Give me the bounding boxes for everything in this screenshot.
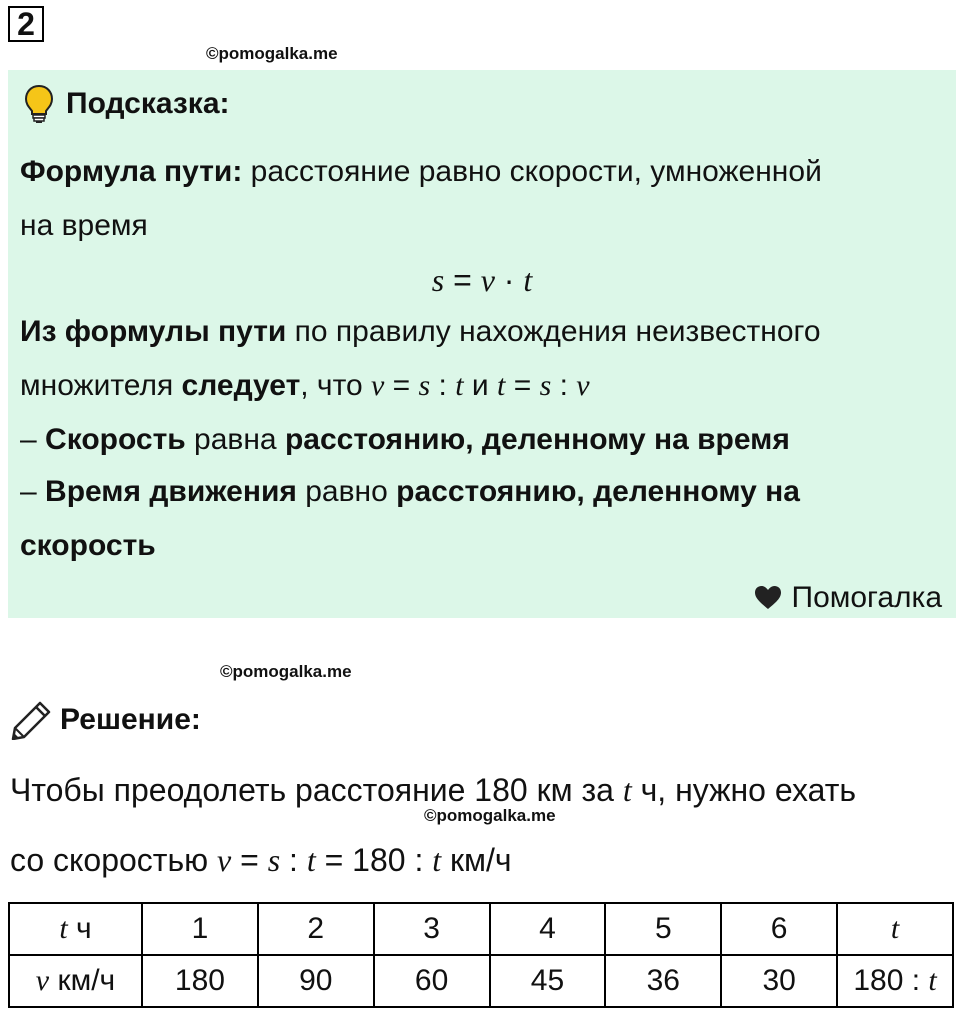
brand <box>754 578 943 618</box>
solution-text: = 180 : <box>315 842 433 878</box>
table-cell <box>837 903 953 955</box>
hint-bold: Скорость <box>45 423 186 456</box>
var-t: t <box>890 912 900 945</box>
solution-line-2 <box>10 840 512 880</box>
watermark: ©pomogalka.me <box>220 662 352 681</box>
var-t: t <box>928 964 937 997</box>
hint-line-7 <box>20 526 156 566</box>
hint-bold: расстоянию, деленному на <box>396 475 800 508</box>
table-cell: 90 <box>258 955 374 1007</box>
var-s: s <box>267 842 281 878</box>
table-cell: 3 <box>374 903 490 955</box>
formula-label: Формула пути: <box>20 155 243 188</box>
hint-line-4 <box>20 366 590 406</box>
table-cell: 36 <box>605 955 721 1007</box>
hint-title: Подсказка: <box>66 87 230 120</box>
hint-bold: следует <box>181 369 301 402</box>
hint-line-2 <box>20 206 148 246</box>
table-cell: 180 <box>142 955 258 1007</box>
hint-text: , что <box>300 369 371 402</box>
hint-line-1 <box>20 152 822 192</box>
hint-text: и <box>463 369 498 402</box>
row-header-time <box>9 903 142 955</box>
solution-text: со скоростью <box>10 842 218 878</box>
op: = <box>231 842 268 878</box>
dash: – <box>20 423 46 456</box>
hint-text: на время <box>20 209 148 242</box>
var-t: t <box>523 262 533 298</box>
var-s: s <box>539 369 552 402</box>
unit-label: ч <box>67 912 92 945</box>
hint-line-3 <box>20 312 821 352</box>
hint-text: расстояние равно скорости, умноженной <box>242 155 822 188</box>
hint-text: по правилу нахождения неизвестного <box>286 315 821 348</box>
op: · <box>494 262 524 298</box>
var-t: t <box>497 369 506 402</box>
table-cell: 6 <box>721 903 837 955</box>
var-s: s <box>418 369 431 402</box>
solution-line-1 <box>10 770 856 810</box>
unit-label: км/ч <box>49 964 116 997</box>
var-t: t <box>306 842 316 878</box>
dash: – <box>20 475 46 508</box>
hint-bold: скорость <box>20 529 156 562</box>
var-s: s <box>431 262 445 298</box>
op: : <box>551 369 577 402</box>
solution-text: км/ч <box>441 842 512 878</box>
solution-header <box>10 700 201 740</box>
hint-text: множителя <box>20 369 182 402</box>
hint-line-5 <box>20 420 790 460</box>
row-header-speed <box>9 955 142 1007</box>
solution-title: Решение: <box>60 703 201 736</box>
table-cell: 60 <box>374 955 490 1007</box>
hint-bold: Из формулы пути <box>20 315 287 348</box>
var-v: v <box>371 369 385 402</box>
table-row <box>9 955 953 1007</box>
hint-text: равно <box>296 475 397 508</box>
table-cell: 30 <box>721 955 837 1007</box>
var-v: v <box>480 262 495 298</box>
op: : <box>430 369 456 402</box>
var-v: v <box>576 369 590 402</box>
table-cell: 45 <box>490 955 606 1007</box>
brand-name: Помогалка <box>791 581 942 614</box>
watermark: ©pomogalka.me <box>206 44 338 63</box>
hint-line-6 <box>20 472 800 512</box>
var-t: t <box>432 842 442 878</box>
pencil-icon <box>10 700 52 740</box>
solution-text: ч, нужно ехать <box>631 772 857 808</box>
op: : <box>280 842 307 878</box>
table-cell: 5 <box>605 903 721 955</box>
table-cell <box>837 955 953 1007</box>
solution-text: Чтобы преодолеть расстояние 180 км за <box>10 772 623 808</box>
table-row <box>9 903 953 955</box>
op: = <box>444 262 481 298</box>
table-cell: 2 <box>258 903 374 955</box>
op: = <box>505 369 540 402</box>
var-t: t <box>622 772 632 808</box>
op: = <box>384 369 419 402</box>
hint-bold: Время движения <box>45 475 297 508</box>
path-formula <box>8 260 956 300</box>
hint-header <box>24 84 230 124</box>
speed-time-table <box>8 902 954 1008</box>
var-t: t <box>455 369 464 402</box>
hint-box <box>8 70 956 618</box>
var-v: v <box>35 964 50 997</box>
table-cell: 1 <box>142 903 258 955</box>
hint-text: равна <box>185 423 285 456</box>
var-t: t <box>59 912 68 945</box>
var-v: v <box>217 842 232 878</box>
watermark: ©pomogalka.me <box>424 806 556 825</box>
lightbulb-icon <box>24 84 54 124</box>
table-text: 180 : <box>853 964 929 997</box>
hint-bold: расстоянию, деленному на время <box>284 423 790 456</box>
table-cell: 4 <box>490 903 606 955</box>
heart-icon <box>754 585 782 611</box>
task-number: 2 <box>8 6 44 42</box>
